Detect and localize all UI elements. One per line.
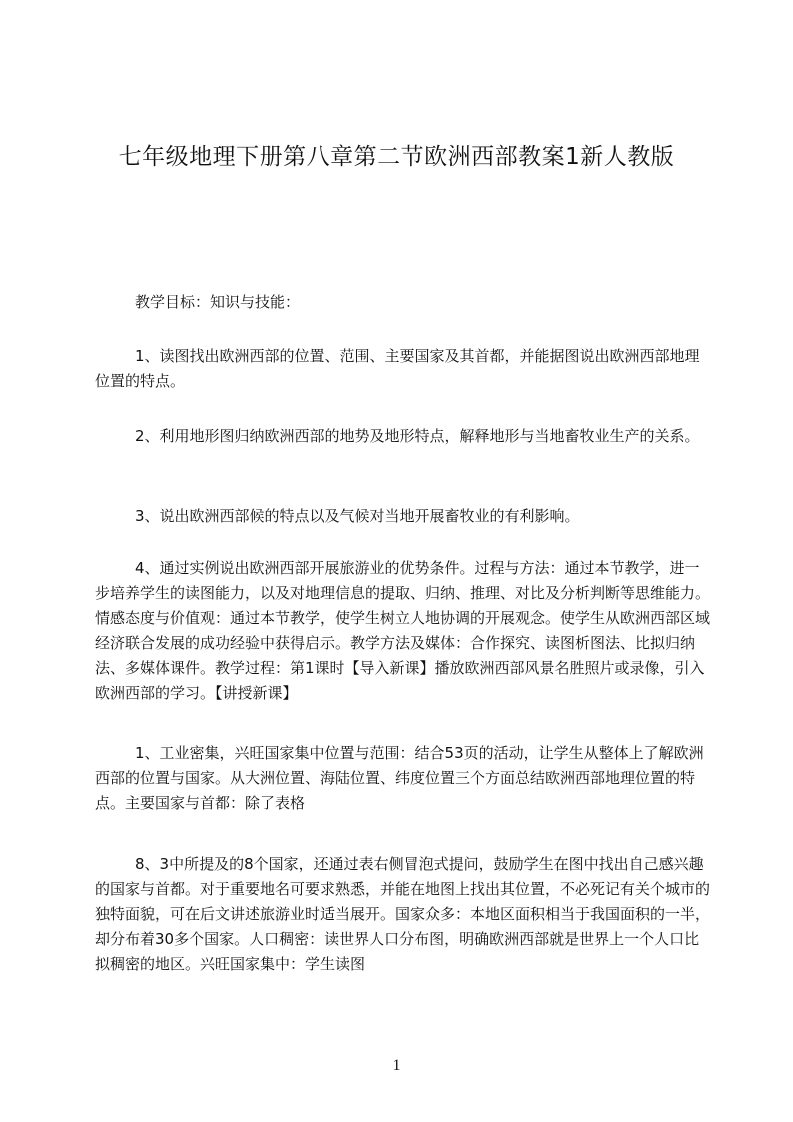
paragraph-item-1: 1、读图找出欧洲西部的位置、范围、主要国家及其首都，并能据图说出欧洲西部地理位置的特点。	[95, 347, 700, 390]
paragraph-countries: 8、3中所提及的8个国家，还通过表右侧冒泡式提问，鼓励学生在图中找出自己感兴趣的国家与首都。对于重要地名可要求熟悉，并能在地图上找出其位置，不必死记有关个城市的独特面貌，可在后文讲述旅游业时适当展开。国家众多：本地区面积相当于我国面积的一半，却分布着30多个国家。人口稠密：读世界人口分布图，明确欧洲西部就是世界上一个人口比拟稠密的地区。兴旺国家集中：学生读图	[95, 855, 711, 973]
paragraph-item-2: 2、利用地形图归纳欧洲西部的地势及地形特点，解释地形与当地畜牧业生产的关系。	[135, 427, 700, 445]
page-number: 1	[392, 1057, 401, 1074]
paragraph-industry: 1、工业密集，兴旺国家集中位置与范围：结合53页的活动，让学生从整体上了解欧洲西部的位置与国家。从大洲位置、海陆位置、纬度位置三个方面总结欧洲西部地理位置的特点。主要国家与首都：除了表格	[95, 744, 704, 812]
paragraph-item-4: 4、通过实例说出欧洲西部开展旅游业的优势条件。过程与方法：通过本节教学，进一步培养学生的读图能力，以及对地理信息的提取、归纳、推理、对比及分析判断等思维能力。情感态度与价值观：通过本节教学，使学生树立人地协调的开展观念。使学生从欧洲西部区域经济联合发展的成功经验中获得启示。教学方法及媒体：合作探究、读图析图法、比拟归纳法、多媒体课件。教学过程：第1课时【导入新课】播放欧洲西部风景名胜照片或录像，引入欧洲西部的学习。【讲授新课】	[95, 559, 711, 702]
paragraph-item-3: 3、说出欧洲西部候的特点以及气候对当地开展畜牧业的有利影响。	[135, 507, 580, 525]
paragraph-objectives: 教学目标：知识与技能：	[135, 293, 301, 311]
document-title: 七年级地理下册第八章第二节欧洲西部教案1新人教版	[118, 144, 675, 170]
